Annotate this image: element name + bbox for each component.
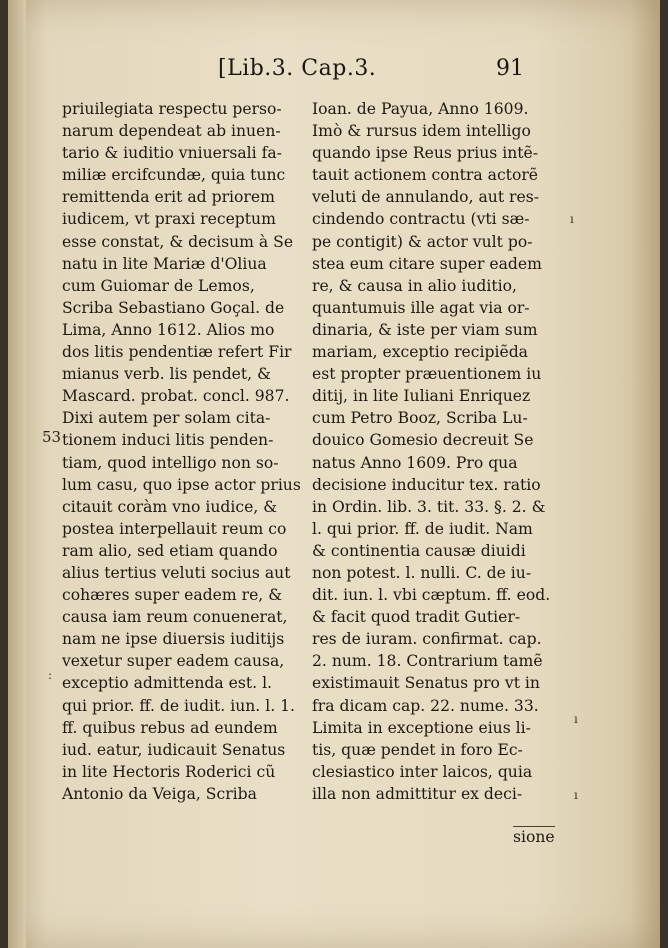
text-line: & facit quod tradit Gutier- xyxy=(312,608,521,627)
page-fore-edge xyxy=(630,0,660,948)
text-line: priuilegiata respectu perso- xyxy=(62,100,282,118)
text-line: tiam, quod intelligo non so- xyxy=(62,453,279,472)
text-line: non potest. l. nulli. C. de iu- xyxy=(312,563,532,582)
text-line: tis, quæ pendet in foro Ec- xyxy=(312,740,523,759)
text-line: cindendo contractu (vti sæ- xyxy=(312,210,530,229)
text-line: causa iam reum conuenerat, xyxy=(62,608,288,627)
margin-mark: ı xyxy=(574,712,578,726)
right-text-column xyxy=(312,98,566,805)
text-line: Dixi autem per solam cita- xyxy=(62,409,271,428)
text-line: Limita in exceptione eius li- xyxy=(312,718,531,737)
text-line: quantumuis ille agat via or- xyxy=(312,298,530,317)
text-line: nam ne ipse diuersis iuditijs xyxy=(62,630,285,649)
text-line: tario & iuditio vniuersali fa- xyxy=(62,144,282,163)
text-line: Antonio da Veiga, Scriba xyxy=(62,784,257,803)
text-line: veluti de annulando, aut res- xyxy=(312,188,540,207)
text-line: fra dicam cap. 22. nume. 33. xyxy=(312,696,539,715)
text-line: natu in lite Mariæ d'Oliua xyxy=(62,254,267,273)
margin-mark: : xyxy=(48,668,53,682)
text-line: Scriba Sebastiano Goçal. de xyxy=(62,298,285,317)
text-line: pe contigit) & actor vult po- xyxy=(312,232,533,251)
page-number: 91 xyxy=(496,56,524,81)
text-line: mianus verb. lis pendet, & xyxy=(62,365,271,384)
margin-note-number: 53 xyxy=(42,428,62,446)
text-line: cum Petro Booz, Scriba Lu- xyxy=(312,409,528,428)
margin-mark: ı xyxy=(574,788,578,802)
page-gutter xyxy=(8,0,26,948)
text-line: est propter præuentionem iu xyxy=(312,365,542,384)
text-line: iudicem, vt praxi receptum xyxy=(62,210,276,229)
text-line: in lite Hectoris Roderici cũ xyxy=(62,762,276,781)
text-line: Lima, Anno 1612. Alios mo xyxy=(62,320,275,339)
text-line: res de iuram. confirmat. cap. xyxy=(312,630,542,649)
text-line: natus Anno 1609. Pro qua xyxy=(312,453,518,472)
text-line: alius tertius veluti socius aut xyxy=(62,563,291,582)
text-line: mariam, exceptio recipiẽda xyxy=(312,343,528,362)
text-line: miliæ ercifcundæ, quia tunc xyxy=(62,166,286,185)
text-line: decisione inducitur tex. ratio xyxy=(312,475,541,494)
text-line: in Ordin. lib. 3. tit. 33. §. 2. & xyxy=(312,497,546,516)
text-line: stea eum citare super eadem xyxy=(312,254,542,273)
text-line: esse constat, & decisum à Se xyxy=(62,232,294,251)
book-page xyxy=(8,0,660,948)
text-line: & continentia causæ diuidi xyxy=(312,541,526,560)
text-line: existimauit Senatus pro vt in xyxy=(312,674,540,693)
text-line: douico Gomesio decreuit Se xyxy=(312,431,534,450)
text-line: dit. iun. l. vbi cæptum. ff. eod. xyxy=(312,586,551,605)
left-text-column xyxy=(62,98,308,805)
text-line: Ioan. de Payua, Anno 1609. xyxy=(312,100,529,118)
text-line: quando ipse Reus prius intẽ- xyxy=(312,144,539,163)
text-line: Imò & rursus idem intelligo xyxy=(312,122,531,141)
text-line: dinaria, & iste per viam sum xyxy=(312,320,538,339)
text-line: ditij, in lite Iuliani Enriquez xyxy=(312,387,531,406)
text-line: lum casu, quo ipse actor prius xyxy=(62,475,301,494)
text-line: vexetur super eadem causa, xyxy=(62,652,285,671)
text-line: dos litis pendentiæ refert Fir xyxy=(62,343,292,362)
text-line: exceptio admittenda est. l. xyxy=(62,674,273,693)
text-line: remittenda erit ad priorem xyxy=(62,188,275,207)
text-line: tionem induci litis penden- xyxy=(62,431,274,450)
margin-mark: ı xyxy=(570,212,574,226)
text-line: ff. quibus rebus ad eundem xyxy=(62,718,278,737)
text-line: postea interpellauit reum co xyxy=(62,519,287,538)
catchword: sione xyxy=(513,828,555,846)
text-line: 2. num. 18. Contrarium tamẽ xyxy=(312,652,543,671)
text-line: narum dependeat ab inuen- xyxy=(62,122,281,141)
page-header xyxy=(8,56,660,92)
text-line: tauit actionem contra actorẽ xyxy=(312,166,539,185)
text-line: cohæres super eadem re, & xyxy=(62,586,283,605)
text-line: re, & causa in alio iuditio, xyxy=(312,276,517,295)
text-line: citauit coràm vno iudice, & xyxy=(62,497,278,516)
text-line: illa non admittitur ex deci- xyxy=(312,784,523,803)
text-line: iud. eatur, iudicauit Senatus xyxy=(62,740,286,759)
text-line: l. qui prior. ff. de iudit. Nam xyxy=(312,519,533,538)
text-line: clesiastico inter laicos, quia xyxy=(312,762,533,781)
text-line: qui prior. ff. de iudit. iun. l. 1. xyxy=(62,696,295,715)
text-line: cum Guiomar de Lemos, xyxy=(62,276,255,295)
text-line: Mascard. probat. concl. 987. xyxy=(62,387,290,406)
text-line: ram alio, sed etiam quando xyxy=(62,541,278,560)
running-head: [Lib.3. Cap.3. xyxy=(218,56,377,81)
